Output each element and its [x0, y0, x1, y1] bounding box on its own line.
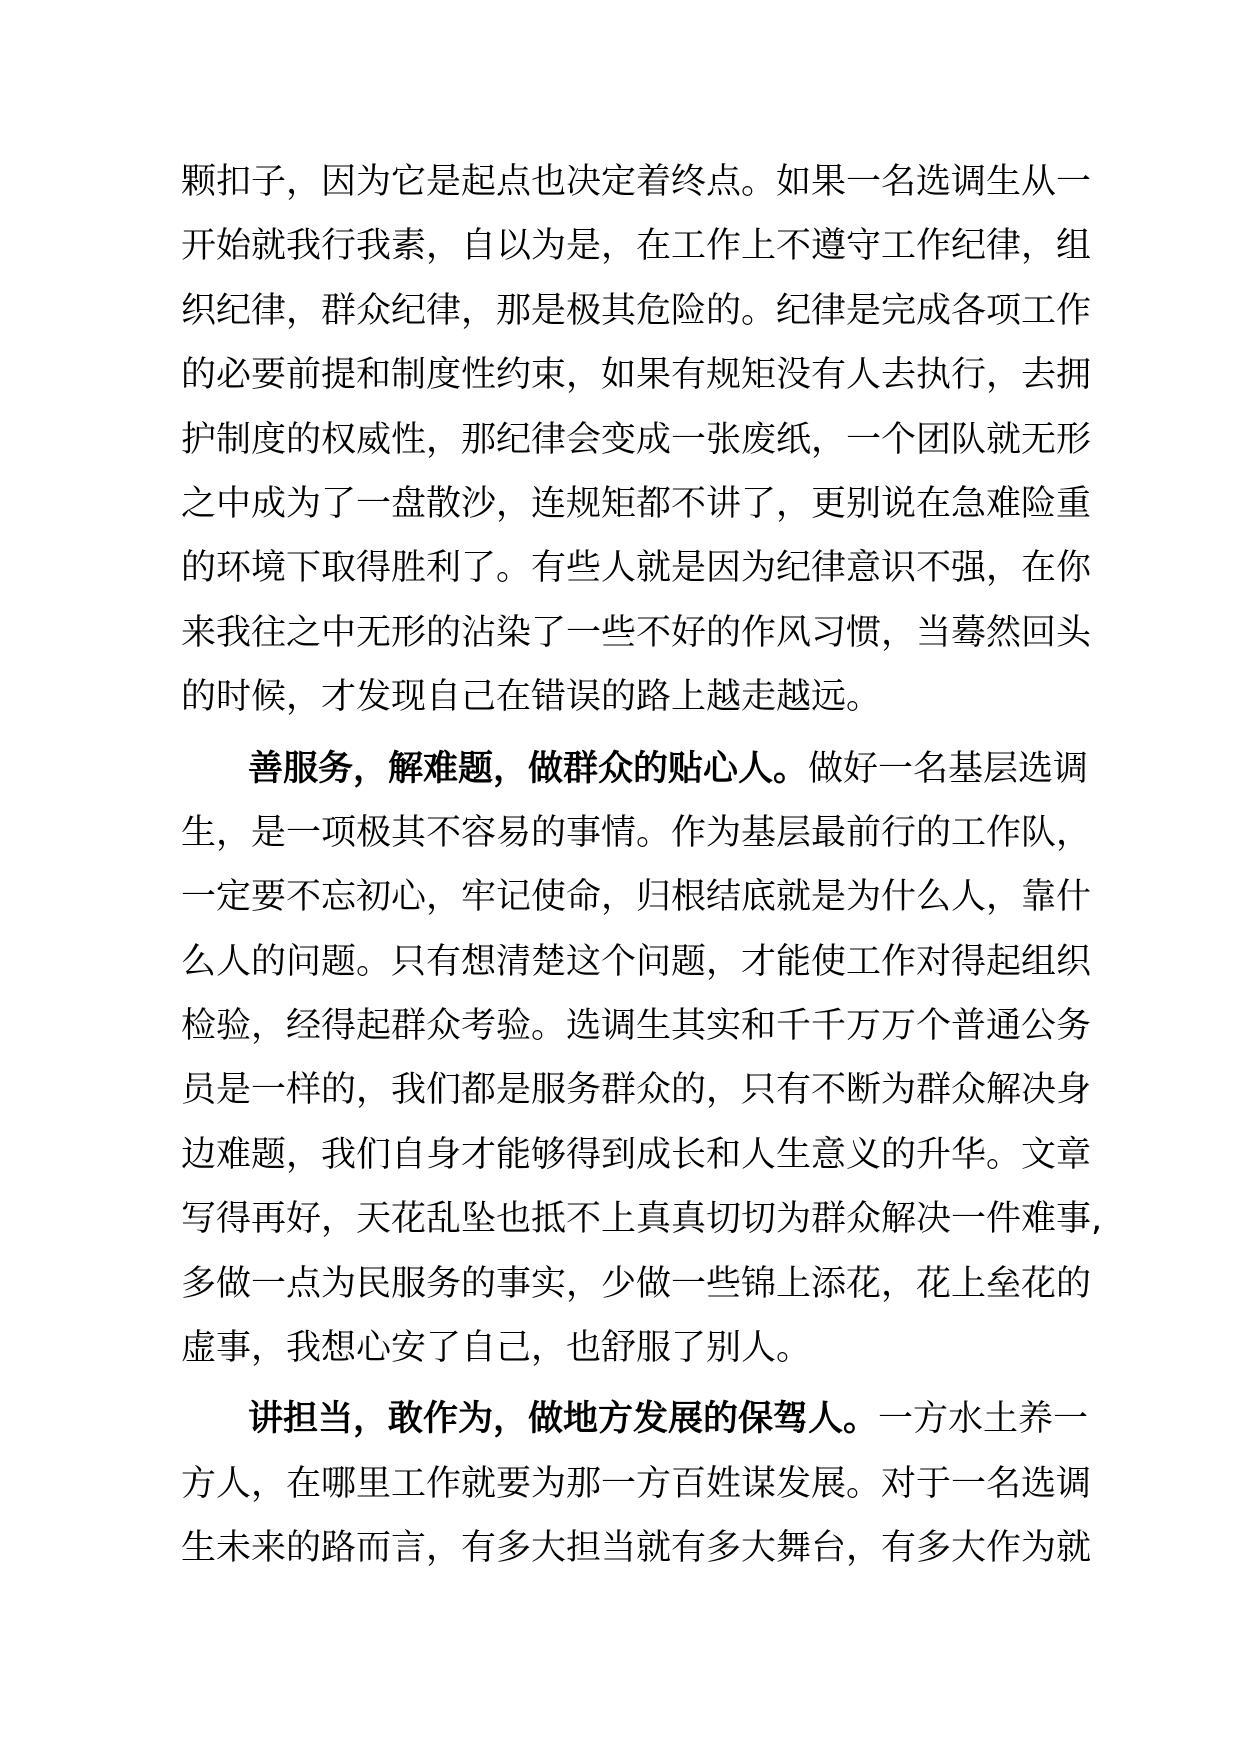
paragraph-discipline	[181, 150, 1092, 730]
text-line: 么人的问题。只有想清楚这个问题，才能使工作对得起组织	[181, 941, 1092, 982]
text-line: 颗扣子，因为它是起点也决定着终点。如果一名选调生从一	[181, 162, 1092, 202]
text-line: 边难题，我们自身才能够得到成长和人生意义的升华。文章	[181, 1134, 1092, 1175]
paragraph-gap	[181, 730, 1061, 737]
text-run: 做好一名基层选调	[808, 748, 1089, 789]
text-line	[181, 1387, 1089, 1451]
text-line: 生未来的路而言，有多大担当就有多大舞台，有多大作为就	[181, 1528, 1092, 1569]
text-line: 员是一样的，我们都是服务群众的，只有不断为群众解决身	[181, 1070, 1092, 1111]
paragraph-heading: 讲担当，敢作为，做地方发展的保驾人。	[248, 1399, 879, 1440]
text-line: 的必要前提和制度性约束，如果有规矩没有人去执行，去拥	[181, 355, 1092, 396]
text-line: 的环境下取得胜利了。有些人就是因为纪律意识不强，在你	[181, 548, 1092, 589]
paragraph-heading: 善服务，解难题，做群众的贴心人。	[248, 748, 809, 789]
paragraph-service	[181, 737, 1103, 1381]
text-line: 的时候，才发现自己在错误的路上越走越远。	[181, 677, 882, 718]
text-line: 来我往之中无形的沾染了一些不好的作风习惯，当蓦然回头	[181, 612, 1092, 653]
text-line: 织纪律，群众纪律，那是极其危险的。纪律是完成各项工作	[181, 290, 1092, 331]
paragraph-responsibility	[181, 1387, 1092, 1580]
text-run: 一方水土养一	[878, 1399, 1089, 1440]
text-line: 生，是一项极其不容易的事情。作为基层最前行的工作队，	[181, 812, 1092, 853]
text-line: 多做一点为民服务的事实，少做一些锦上添花，花上垒花的	[181, 1263, 1092, 1304]
text-line: 一定要不忘初心，牢记使命，归根结底就是为什么人，靠什	[181, 877, 1092, 918]
body-text	[181, 150, 1103, 1581]
text-line: 检验，经得起群众考验。选调生其实和千千万万个普通公务	[181, 1006, 1092, 1047]
text-line: 护制度的权威性，那纪律会变成一张废纸，一个团队就无形	[181, 419, 1092, 460]
text-line: 开始就我行我素，自以为是，在工作上不遵守工作纪律，组	[181, 226, 1092, 267]
text-line	[181, 737, 1089, 801]
text-line: 之中成为了一盘散沙，连规矩都不讲了，更别说在急难险重	[181, 483, 1092, 524]
text-line: 方人，在哪里工作就要为那一方百姓谋发展。对于一名选调	[181, 1463, 1092, 1504]
paragraph-gap	[181, 1380, 1061, 1387]
text-line: 写得再好，天花乱坠也抵不上真真切切为群众解决一件难事,	[181, 1199, 1103, 1240]
text-line: 虚事，我想心安了自己，也舒服了别人。	[181, 1328, 812, 1369]
